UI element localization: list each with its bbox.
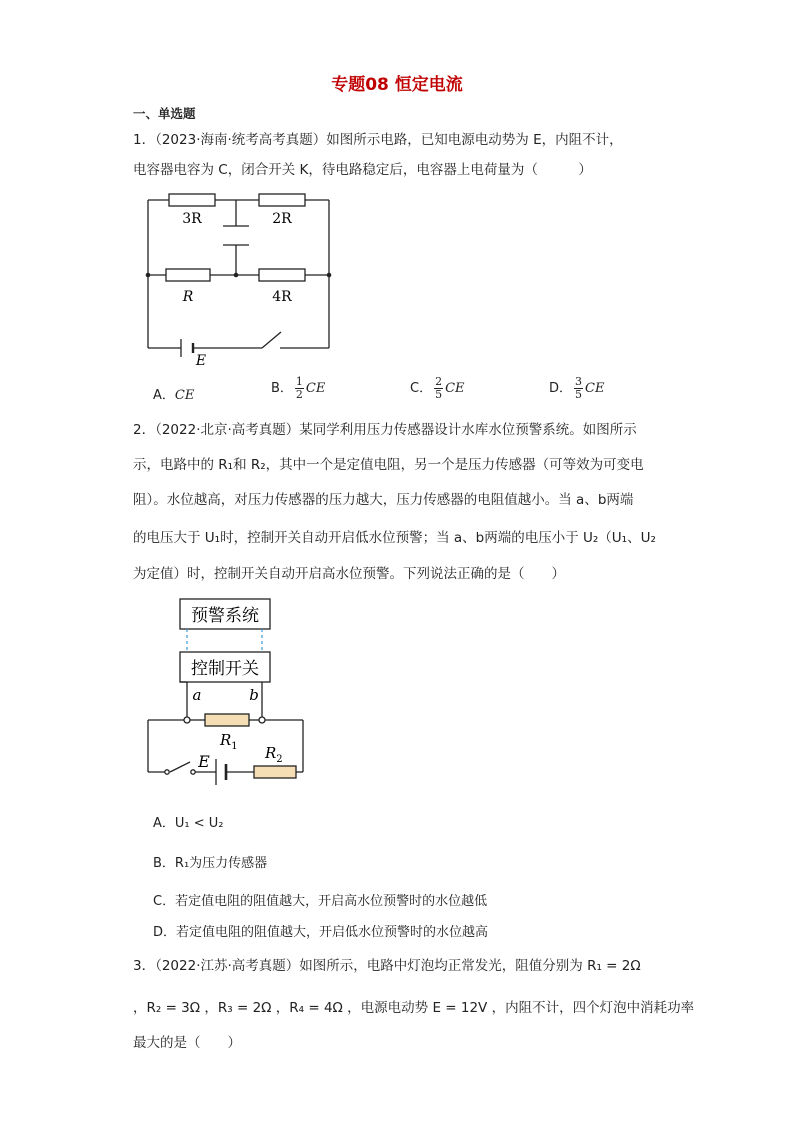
q1-label-E: E xyxy=(195,353,207,369)
q1-option-c-numerator: 2 xyxy=(435,375,443,388)
q1-option-a-label: A． xyxy=(153,388,175,403)
q2-label-R2 xyxy=(264,744,283,765)
q2-stem-line-3: 阻）。水位越高，对压力传感器的压力越大，压力传感器的电阻值越小。当 a、b两端 xyxy=(133,492,634,508)
q2-stem-line-1: 2．（2022·北京·高考真题）某同学利用压力传感器设计水库水位预警系统。如图所示 xyxy=(133,422,637,438)
q1-option-b-denominator: 2 xyxy=(295,388,303,401)
q3-stem-line-2: ，R₂ = 3Ω ，R₃ = 2Ω ，R₄ = 4Ω ，电源电动势 E = 12V ，内阻不计，四个灯泡中消耗功率 xyxy=(133,1000,695,1016)
q2-stem-line-5: 为定值）时，控制开关自动开启高水位预警。下列说法正确的是（ ） xyxy=(133,566,565,582)
q2-circuit-diagram xyxy=(140,595,310,780)
q1-option-b-tail: CE xyxy=(305,381,326,396)
q1-option-a[interactable] xyxy=(153,384,194,403)
q3-stem-line-1: 3．（2022·江苏·高考真题）如图所示，电路中灯泡均正常发光，阻值分别为 R₁ = 2Ω xyxy=(133,958,641,974)
q1-option-d-label: D． xyxy=(549,381,573,396)
q1-label-3R: 3R xyxy=(182,211,202,227)
q1-option-c-tail: CE xyxy=(445,381,465,396)
q2-label-R2-sub: 2 xyxy=(276,754,283,765)
q2-label-E: E xyxy=(198,752,210,771)
q2-label-R2-main: R xyxy=(265,744,277,762)
q1-option-b[interactable] xyxy=(271,376,325,401)
q1-option-b-numerator: 1 xyxy=(295,375,303,388)
q1-option-d[interactable] xyxy=(549,376,604,401)
q2-stem-line-4: 的电压大于 U₁时，控制开关自动开启低水位预警；当 a、b两端的电压小于 U₂（U₁、U₂ xyxy=(133,530,656,546)
q2-option-a[interactable]: A．U₁ < U₂ xyxy=(153,816,224,831)
q3-stem-line-3: 最大的是（ ） xyxy=(133,1035,241,1051)
q2-warning-system-label: 预警系统 xyxy=(191,606,259,626)
q2-label-b: b xyxy=(249,686,259,704)
q1-label-2R: 2R xyxy=(272,211,292,227)
q2-label-R1-main: R xyxy=(220,731,232,749)
q1-stem-line-2: 电容器电容为 C，闭合开关 K，待电路稳定后，电容器上电荷量为（ ） xyxy=(133,162,592,178)
q1-option-c-label: C． xyxy=(410,381,433,396)
q2-label-a: a xyxy=(192,686,202,704)
q1-stem-line-1: 1．（2023·海南·统考高考真题）如图所示电路，已知电源电动势为 E，内阻不计， xyxy=(133,132,623,148)
q1-option-c-denominator: 5 xyxy=(435,388,443,401)
q1-option-a-value: CE xyxy=(174,388,195,403)
page-title: 专题08 恒定电流 xyxy=(331,75,463,95)
q1-option-b-fraction xyxy=(295,376,304,401)
section-heading: 一、单选题 xyxy=(133,106,196,121)
q1-label-R: R xyxy=(182,289,194,305)
q1-option-d-numerator: 3 xyxy=(575,375,583,388)
q2-option-c[interactable]: C．若定值电阻的阻值越大，开启高水位预警时的水位越低 xyxy=(153,894,488,909)
q1-option-d-fraction xyxy=(574,376,583,401)
q2-option-b[interactable]: B．R₁为压力传感器 xyxy=(153,856,268,871)
q1-option-d-denominator: 5 xyxy=(575,388,583,401)
q2-option-d[interactable]: D．若定值电阻的阻值越大，开启低水位预警时的水位越高 xyxy=(153,925,489,940)
q1-circuit-diagram xyxy=(140,190,340,370)
q2-control-switch-label: 控制开关 xyxy=(191,659,259,679)
q1-option-d-tail: CE xyxy=(585,381,605,396)
q1-option-b-label: B． xyxy=(271,381,293,396)
q1-option-c[interactable] xyxy=(410,376,465,401)
q2-stem-line-2: 示，电路中的 R₁和 R₂，其中一个是定值电阻，另一个是压力传感器（可等效为可变电 xyxy=(133,457,644,473)
q2-label-R1-sub: 1 xyxy=(231,741,238,752)
q2-label-R1 xyxy=(219,731,238,752)
q1-option-c-fraction xyxy=(434,376,443,401)
q1-label-4R: 4R xyxy=(272,289,292,305)
